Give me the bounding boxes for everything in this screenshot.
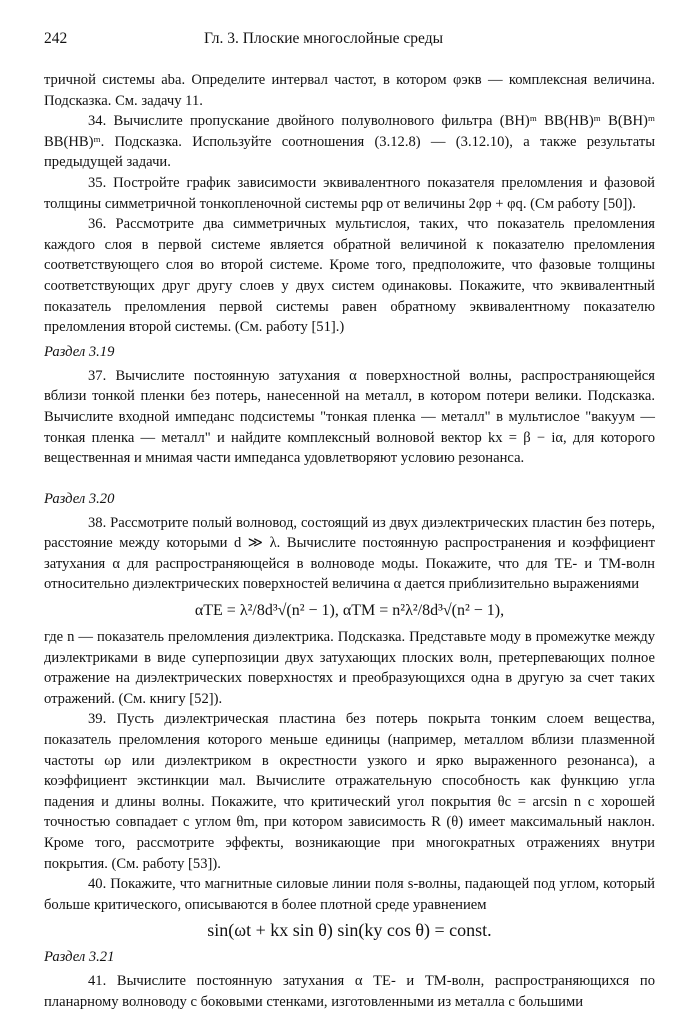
section-heading-3-20: Раздел 3.20 (44, 490, 115, 507)
running-head: Гл. 3. Плоские многослойные среды (204, 30, 443, 47)
page-number: 242 (44, 30, 68, 47)
problem-38: 38. Рассмотрите полый волновод, состоящий из двух диэлектрических пластин без потерь, расстояние между которыми d ≫ λ. Вычислите постоянную распространения и коэффициент затухания α для распространяющейся в волноводе моды. Покажите, что для TE- и TM-волн относительно диэлектрических поверхностей величина α дается приблизительно выражениями (44, 514, 655, 593)
problem-38-continuation: где n — показатель преломления диэлектрика. Подсказка. Представьте моду в промежутке между диэлектриками в виде суперпозиции двух затухающих плоских волн, претерпевающих полное отражение на диэлектрических поверхностях и преобразующихся одна в другую за счет таких отражений. (См. книгу [52]). (44, 629, 655, 707)
problem-41: 41. Вычислите постоянную затухания α TE- и TM-волн, распространяющихся по планарному волноводу с боковыми стенками, изготовленными из металла с большими (44, 973, 655, 1010)
problem-36: 36. Рассмотрите два симметричных мультислоя, таких, что показатель преломления каждого слоя в первой системе является обратной величиной к показателю преломления соответствующего слоя во второй системе. Кроме того, предположите, что фазовые толщины соответствующих друг другу слоев у двух систем одинаковы. Покажите, что эквивалентный показатель преломления первой системы равен обратному эквивалентному показателю преломления второй системы. (См. работу [51].) (44, 216, 655, 336)
section-heading-3-19: Раздел 3.19 (44, 343, 115, 360)
paragraph-continuation: тричной системы aba. Определите интервал частот, в котором φэкв — комплексная величина. Подсказка. См. задачу 11. (44, 72, 655, 109)
section-heading-3-21: Раздел 3.21 (44, 949, 115, 966)
equation-alpha: αTE = λ²/8d³√(n² − 1), αTM = n²λ²/8d³√(n² − 1), (194, 602, 505, 620)
problem-40: 40. Покажите, что магнитные силовые линии поля s-волны, падающей под углом, который больше критического, описываются в более плотной среде уравнением (44, 876, 655, 913)
problem-37: 37. Вычислите постоянную затухания α поверхностной волны, распространяющейся вблизи тонкой пленки без потерь, нанесенной на металл, в котором потери велики. Подсказка. Вычислите входной импеданс подсистемы "тонкая пленка — металл" в мультислое "вакуум — тонкая пленка — металл" и найдите комплексный волновой вектор kx = β − iα, для которого вещественная и мнимая части импеданса удовлетворяют условию резонанса. (44, 367, 655, 467)
page-header (44, 30, 654, 52)
problem-34: 34. Вычислите пропускание двойного полуволнового фильтра (BH)ᵐ BB(HB)ᵐ B(BH)ᵐ BB(HB)ᵐ. Подсказка. Используйте соотношения (3.12.8) — (3.12.10), а также результаты предыдущей задачи. (44, 113, 655, 171)
equation-field-lines: sin(ωt + kx sin θ) sin(ky cos θ) = const. (207, 920, 492, 941)
problem-39: 39. Пусть диэлектрическая пластина без потерь покрыта тонким слоем вещества, показатель преломления которого меньше единицы (например, металлом вблизи плазменной частоты ωp или диэлектриком в окрестности узкого и ярко выраженного резонанса), а коэффициент экстинкции мал. Вычислите отражательную способность как функцию угла падения и длины волны. Покажите, что критический угол покрытия θc = arcsin n с хорошей точностью совпадает с углом θm, при котором зависимость R (θ) имеет максимальный наклон. Кроме того, рассмотрите эффекты, возникающие при многократных отражениях внутри покрытия. (См. работу [53]). (44, 711, 655, 872)
page-body (44, 70, 655, 1013)
problem-35: 35. Постройте график зависимости эквивалентного показателя преломления и фазовой толщины симметричной тонкопленочной системы pqp от величины 2φp + φq. (См работу [50]). (44, 174, 655, 212)
